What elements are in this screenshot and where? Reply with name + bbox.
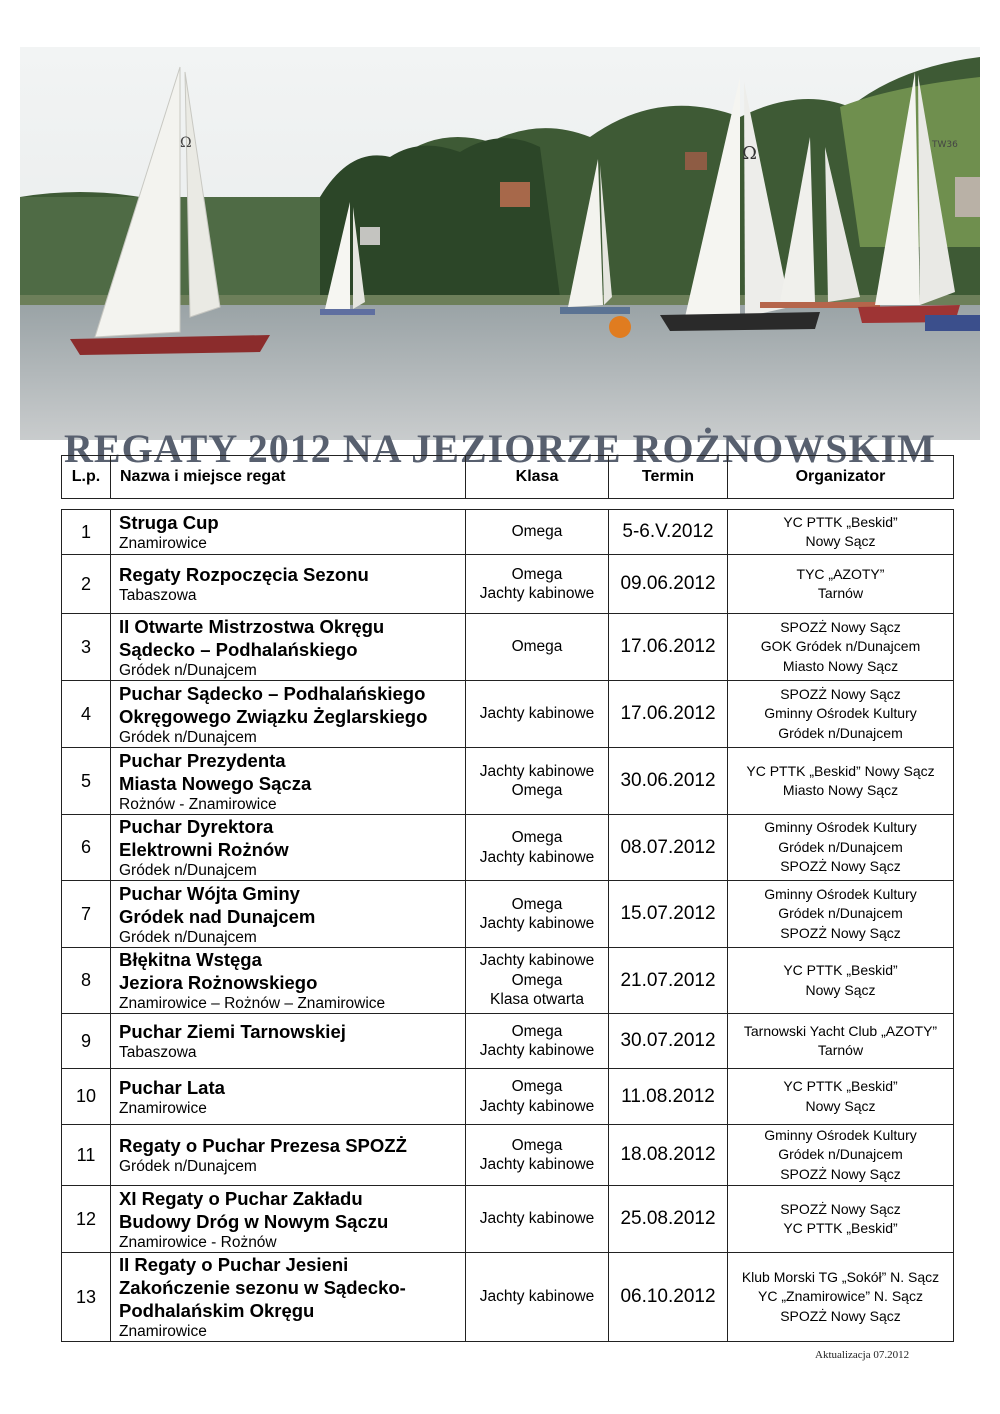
cell-name (111, 1253, 466, 1342)
cell-organizator (728, 881, 954, 948)
regatta-title: Puchar Prezydenta (119, 749, 286, 771)
schedule-rows (62, 510, 954, 1342)
header-name: Nazwa i miejsce regat (111, 456, 466, 499)
cell-termin: 25.08.2012 (609, 1186, 728, 1253)
regatta-place: Tabaszowa (119, 1044, 197, 1061)
regatta-title: Błękitna Wstęga (119, 949, 262, 970)
klasa-item: Jachty kabinowe (479, 1288, 595, 1306)
table-row (62, 748, 954, 815)
header-row (62, 456, 954, 499)
regatta-title: Puchar Sądecko – Podhalańskiego (119, 682, 426, 704)
regatta-title: Regaty o Puchar Prezesa SPOZŻ (119, 1135, 407, 1156)
table-row (62, 510, 954, 555)
cell-organizator (728, 1125, 954, 1186)
organizer-item: Gródek n/Dunajcem (778, 724, 903, 741)
regatta-place: Gródek n/Dunajcem (119, 661, 257, 679)
klasa-item: Omega (511, 565, 563, 583)
regatta-place: Znamirowice - Rożnów (119, 1233, 277, 1251)
organizer-item: SPOZŻ Nowy Sącz (780, 1200, 901, 1217)
klasa-item: Omega (511, 523, 563, 541)
organizer-item: YC „Znamirowice” N. Sącz (758, 1288, 923, 1305)
cell-lp: 11 (62, 1125, 111, 1186)
organizer-item: Gródek n/Dunajcem (778, 838, 903, 855)
cell-klasa (466, 1253, 609, 1342)
regatta-title: Gródek nad Dunajcem (119, 905, 316, 927)
organizer-item: SPOZŻ Nowy Sącz (780, 1165, 901, 1182)
organizer-item: Nowy Sącz (805, 1097, 876, 1114)
cell-termin: 11.08.2012 (609, 1069, 728, 1125)
header-lp: L.p. (62, 456, 111, 499)
update-note: Aktualizacja 07.2012 (815, 1349, 910, 1361)
table-row (62, 815, 954, 881)
cell-lp: 6 (62, 815, 111, 881)
klasa-item: Omega (511, 782, 563, 799)
organizer-item: Miasto Nowy Sącz (782, 657, 899, 674)
regatta-title: Puchar Dyrektora (119, 816, 274, 837)
cell-klasa (466, 948, 609, 1014)
table-row (62, 614, 954, 681)
organizer-item: Tarnów (817, 585, 864, 601)
klasa-item: Klasa otwarta (490, 991, 584, 1009)
banner-title: REGATY 2012 NA JEZIORZE ROŻNOWSKIM (64, 426, 936, 471)
header-organizator: Organizator (728, 456, 954, 499)
organizer-item: Gminny Ośrodek Kultury (764, 819, 917, 836)
regatta-title: Puchar Lata (119, 1076, 225, 1098)
sail-mark: Ω (180, 135, 192, 151)
cell-klasa (466, 614, 609, 681)
regatta-title: Okręgowego Związku Żeglarskiego (119, 705, 428, 727)
cell-organizator (728, 555, 954, 614)
cell-klasa (466, 815, 609, 881)
regatta-place: Znamirowice (119, 1323, 207, 1340)
schedule-header-table (61, 455, 954, 499)
klasa-item: Jachty kabinowe (479, 1210, 595, 1228)
table-row (62, 1186, 954, 1253)
organizer-item: SPOZŻ Nowy Sącz (780, 1307, 901, 1324)
cell-name (111, 1014, 466, 1069)
cell-lp: 4 (62, 681, 111, 748)
regatta-title: II Otwarte Mistrzostwa Okręgu (119, 615, 385, 637)
cell-name (111, 1069, 466, 1125)
organizer-item: Gminny Ośrodek Kultury (764, 885, 917, 902)
cell-klasa (466, 681, 609, 748)
regatta-title: Sądecko – Podhalańskiego (119, 638, 358, 660)
organizer-item: Tarnów (817, 1042, 864, 1058)
organizer-item: Klub Morski TG „Sokół” N. Sącz (741, 1268, 940, 1285)
organizer-item: Gródek n/Dunajcem (778, 1146, 903, 1163)
cell-name (111, 948, 466, 1014)
cell-organizator (728, 815, 954, 881)
cell-lp: 13 (62, 1253, 111, 1342)
cell-klasa (466, 1125, 609, 1186)
regatta-title: Elektrowni Rożnów (119, 839, 289, 860)
regatta-place: Znamirowice – Rożnów – Znamirowice (119, 995, 386, 1012)
organizer-item: Gminny Ośrodek Kultury (764, 1126, 917, 1143)
regatta-place: Znamirowice (119, 535, 207, 552)
regatta-title: Budowy Dróg w Nowym Sączu (119, 1210, 389, 1232)
klasa-item: Jachty kabinowe (479, 1042, 595, 1059)
cell-klasa (466, 555, 609, 614)
table-row (62, 948, 954, 1014)
regatta-title: II Regaty o Puchar Jesieni (119, 1254, 349, 1275)
organizer-item: YC PTTK „Beskid” Nowy Sącz (746, 762, 935, 779)
cell-organizator (728, 681, 954, 748)
klasa-item: Jachty kabinowe (479, 585, 595, 602)
klasa-item: Omega (511, 829, 563, 846)
regatta-title: Puchar Wójta Gminy (119, 882, 300, 904)
cell-organizator (728, 1014, 954, 1069)
cell-organizator (728, 510, 954, 555)
table-row (62, 1253, 954, 1342)
organizer-item: YC PTTK „Beskid” (783, 513, 898, 530)
klasa-item: Jachty kabinowe (479, 705, 595, 723)
cell-termin: 18.08.2012 (609, 1125, 728, 1186)
klasa-item: Omega (511, 638, 563, 656)
table-row (62, 1069, 954, 1125)
cell-klasa (466, 1069, 609, 1125)
regatta-place: Rożnów - Znamirowice (119, 795, 277, 813)
table-row (62, 681, 954, 748)
regatta-title: Podhalańskim Okręgu (119, 1300, 315, 1321)
cell-name (111, 815, 466, 881)
cell-name (111, 555, 466, 614)
cell-lp: 3 (62, 614, 111, 681)
cell-termin: 09.06.2012 (609, 555, 728, 614)
cell-termin: 30.06.2012 (609, 748, 728, 815)
cell-lp: 12 (62, 1186, 111, 1253)
organizer-item: Miasto Nowy Sącz (782, 782, 899, 798)
header-termin: Termin (609, 456, 728, 499)
cell-klasa (466, 1186, 609, 1253)
cell-lp: 5 (62, 748, 111, 815)
header-klasa: Klasa (466, 456, 609, 499)
organizer-item: Nowy Sącz (805, 981, 876, 998)
regatta-title: Regaty Rozpoczęcia Sezonu (119, 564, 369, 585)
cell-organizator (728, 1253, 954, 1342)
klasa-item: Jachty kabinowe (479, 1156, 595, 1173)
schedule-table (61, 509, 954, 1342)
organizer-item: Nowy Sącz (805, 533, 876, 549)
organizer-item: SPOZŻ Nowy Sącz (780, 924, 901, 941)
cell-organizator (728, 1186, 954, 1253)
regatta-place: Znamirowice (119, 1099, 207, 1117)
cell-klasa (466, 881, 609, 948)
organizer-item: Gródek n/Dunajcem (778, 905, 903, 922)
klasa-item: Jachty kabinowe (479, 762, 595, 780)
regatta-place: Gródek n/Dunajcem (119, 1158, 257, 1175)
cell-name (111, 510, 466, 555)
regatta-place: Gródek n/Dunajcem (119, 928, 257, 946)
cell-klasa (466, 510, 609, 555)
klasa-item: Omega (511, 971, 563, 989)
table-row (62, 1014, 954, 1069)
regatta-title: XI Regaty o Puchar Zakładu (119, 1187, 363, 1209)
cell-organizator (728, 748, 954, 815)
cell-lp: 9 (62, 1014, 111, 1069)
cell-termin: 17.06.2012 (609, 681, 728, 748)
cell-organizator (728, 614, 954, 681)
sailboats-on-lake-photo (20, 47, 980, 440)
table-row (62, 1125, 954, 1186)
regatta-title: Miasta Nowego Sącza (119, 772, 312, 794)
organizer-item: Gminny Ośrodek Kultury (764, 705, 917, 722)
klasa-item: Jachty kabinowe (479, 1097, 595, 1115)
table-row (62, 555, 954, 614)
regatta-title: Puchar Ziemi Tarnowskiej (119, 1021, 346, 1042)
cell-termin: 08.07.2012 (609, 815, 728, 881)
cell-organizator (728, 1069, 954, 1125)
sail-mark: Ω (742, 143, 757, 164)
klasa-item: Omega (511, 895, 563, 913)
cell-termin: 15.07.2012 (609, 881, 728, 948)
cell-termin: 30.07.2012 (609, 1014, 728, 1069)
cell-lp: 1 (62, 510, 111, 555)
cell-termin: 5-6.V.2012 (609, 510, 728, 555)
regatta-title: Jeziora Rożnowskiego (119, 972, 318, 993)
cell-name (111, 681, 466, 748)
cell-lp: 2 (62, 555, 111, 614)
cell-lp: 8 (62, 948, 111, 1014)
cell-termin: 17.06.2012 (609, 614, 728, 681)
klasa-item: Omega (511, 1078, 563, 1095)
organizer-item: YC PTTK „Beskid” (783, 1220, 898, 1236)
cell-name (111, 614, 466, 681)
cell-lp: 10 (62, 1069, 111, 1125)
organizer-item: TYC „AZOTY” (796, 565, 885, 582)
cell-termin: 21.07.2012 (609, 948, 728, 1014)
banner-photo (20, 47, 980, 471)
organizer-item: GOK Gródek n/Dunajcem (760, 638, 921, 655)
regatta-title: Zakończenie sezonu w Sądecko- (119, 1277, 406, 1298)
table-row (62, 881, 954, 948)
klasa-item: Omega (511, 1136, 563, 1154)
sail-mark: TW36 (932, 140, 958, 150)
organizer-item: Tarnowski Yacht Club „AZOTY” (743, 1022, 938, 1039)
organizer-item: YC PTTK „Beskid” (783, 1078, 898, 1094)
organizer-item: YC PTTK „Beskid” (783, 962, 898, 978)
organizer-item: SPOZŻ Nowy Sącz (780, 858, 901, 875)
klasa-item: Jachty kabinowe (479, 848, 595, 866)
cell-lp: 7 (62, 881, 111, 948)
cell-name (111, 748, 466, 815)
cell-name (111, 1186, 466, 1253)
regatta-title: Struga Cup (119, 512, 219, 533)
klasa-item: Jachty kabinowe (479, 952, 595, 970)
klasa-item: Omega (511, 1022, 563, 1040)
cell-name (111, 881, 466, 948)
cell-name (111, 1125, 466, 1186)
regatta-place: Gródek n/Dunajcem (119, 728, 257, 746)
cell-klasa (466, 1014, 609, 1069)
cell-organizator (728, 948, 954, 1014)
organizer-item: SPOZŻ Nowy Sącz (780, 618, 901, 635)
klasa-item: Jachty kabinowe (479, 915, 595, 932)
regatta-place: Gródek n/Dunajcem (119, 862, 257, 879)
cell-termin: 06.10.2012 (609, 1253, 728, 1342)
regatta-place: Tabaszowa (119, 587, 197, 604)
cell-klasa (466, 748, 609, 815)
organizer-item: SPOZŻ Nowy Sącz (780, 685, 901, 702)
